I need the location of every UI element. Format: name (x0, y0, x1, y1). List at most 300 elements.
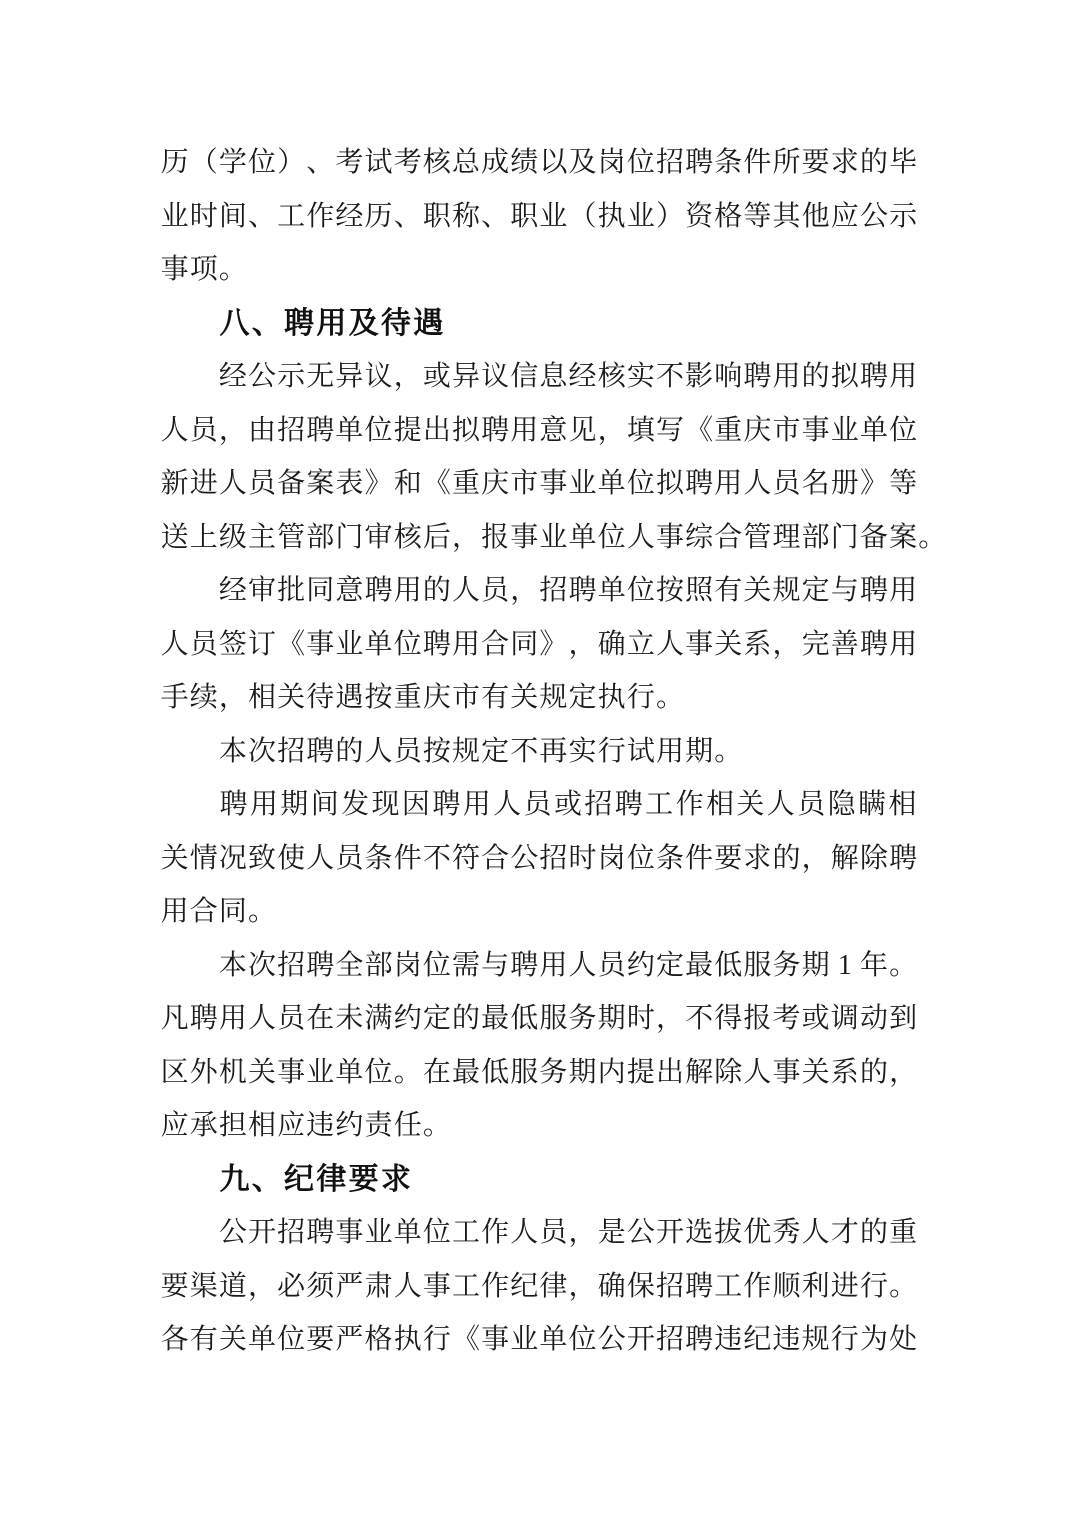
character-cell: 。 (714, 735, 743, 767)
character-cell: 事 (685, 628, 714, 660)
character-cell: 有 (714, 575, 743, 606)
character-cell: 用 (889, 628, 918, 660)
character-cell: 业 (160, 200, 189, 232)
character-cell: 有 (189, 1324, 218, 1355)
character-cell: 公 (626, 1217, 655, 1248)
character-cell: 考 (772, 1003, 801, 1034)
character-cell: 行 (830, 1324, 859, 1355)
character-cell: 按 (364, 682, 393, 713)
character-cell: 未 (335, 1003, 364, 1034)
character-cell: 重 (451, 468, 480, 499)
character-cell: 要 (160, 1270, 189, 1302)
character-cell: 人 (364, 735, 393, 767)
character-cell: 手 (160, 682, 189, 713)
character-cell: 瞒 (858, 789, 887, 820)
character-cell: 确 (597, 628, 626, 660)
paragraph-concealment-contract-termination (160, 778, 918, 939)
text-line (160, 1206, 918, 1260)
character-cell: 》 (859, 468, 888, 499)
character-cell: 时 (189, 200, 218, 232)
character-cell: 人 (306, 842, 335, 874)
character-cell: 议 (364, 361, 393, 392)
character-cell: 符 (451, 842, 480, 874)
character-cell: 招 (277, 1217, 306, 1248)
character-cell: 单 (597, 468, 626, 499)
character-cell: 合 (714, 521, 743, 553)
character-cell: 本 (218, 949, 247, 981)
character-cell: 考 (335, 147, 364, 178)
character-cell: 求 (380, 1162, 411, 1196)
character-cell: 备 (277, 468, 306, 499)
character-cell: 等 (889, 468, 918, 499)
character-cell: 核 (422, 147, 451, 178)
character-cell: 确 (597, 1270, 626, 1302)
character-cell: 招 (277, 949, 306, 981)
character-cell: 期 (568, 1056, 597, 1088)
character-cell: 市 (510, 468, 539, 499)
character-cell: 聘 (219, 789, 248, 820)
character-cell: ， (889, 1056, 918, 1088)
character-cell: 拟 (451, 414, 480, 446)
character-cell: 招 (539, 575, 568, 606)
character-cell: 聘 (568, 575, 597, 606)
character-cell: 动 (859, 1003, 888, 1034)
character-cell: 求 (830, 147, 859, 178)
character-cell: 聘 (364, 575, 393, 606)
character-cell: 人 (451, 575, 480, 606)
character-cell: 订 (247, 628, 276, 660)
character-cell: 员 (772, 468, 801, 499)
paragraph-discipline-overview (160, 1206, 918, 1367)
character-cell: 员 (481, 575, 510, 606)
character-cell: 行 (859, 1270, 888, 1302)
character-cell: 满 (364, 1003, 393, 1034)
character-cell: 人 (743, 468, 772, 499)
character-cell: 位 (422, 949, 451, 981)
text-line (160, 778, 918, 832)
character-cell: 由 (247, 414, 276, 446)
character-cell: 市 (451, 682, 480, 713)
character-cell: 事 (306, 628, 335, 660)
character-cell: 业 (539, 521, 568, 553)
character-cell: 员 (277, 1003, 306, 1034)
character-cell: 用 (160, 896, 189, 927)
character-cell: 写 (655, 414, 684, 446)
character-cell: 选 (685, 1217, 714, 1248)
character-cell: 招 (655, 1270, 684, 1302)
character-cell: 行 (626, 682, 655, 713)
character-cell: 遇 (413, 306, 444, 340)
character-cell: 作 (306, 200, 335, 232)
character-cell: 执 (393, 1324, 422, 1355)
character-cell: 级 (218, 521, 247, 553)
character-cell: 用 (393, 575, 422, 606)
character-cell: 相 (888, 789, 917, 820)
character-cell: 人 (743, 1056, 772, 1088)
text-line (160, 885, 918, 939)
character-cell: 工 (645, 789, 674, 820)
character-cell: 历 (160, 147, 189, 178)
character-cell: 用 (714, 468, 743, 499)
character-cell: 《 (277, 628, 306, 660)
character-cell: 完 (801, 628, 830, 660)
character-cell: 议 (481, 361, 510, 392)
character-cell: 资 (685, 200, 714, 232)
character-cell: 》 (364, 468, 393, 499)
character-cell: 示 (277, 361, 306, 392)
character-cell: 件 (743, 147, 772, 178)
character-cell: 渠 (189, 1270, 218, 1302)
character-cell: 业 (335, 628, 364, 660)
character-cell: 不 (685, 1003, 714, 1034)
heading-text-line (160, 1153, 918, 1207)
character-cell: 事 (335, 1217, 364, 1248)
character-cell: 管 (743, 521, 772, 553)
character-cell: 用 (539, 949, 568, 981)
character-cell: 事 (772, 1056, 801, 1088)
character-cell: 聘 (481, 414, 510, 446)
character-cell: 报 (481, 521, 510, 553)
character-cell: 聘 (685, 1324, 714, 1355)
character-cell: 内 (597, 1056, 626, 1088)
character-cell: 用 (451, 628, 480, 660)
character-cell: 遇 (335, 682, 364, 713)
character-cell: 同 (218, 896, 247, 927)
character-cell: 关 (247, 1056, 276, 1088)
character-cell: 规 (772, 575, 801, 606)
character-cell: 低 (481, 1056, 510, 1088)
text-line (160, 1099, 918, 1153)
text-line (160, 1313, 918, 1367)
character-cell: 执 (597, 682, 626, 713)
character-cell: 事 (481, 1324, 510, 1355)
text-line (160, 457, 918, 511)
character-cell: 工 (277, 200, 306, 232)
character-cell: 的 (859, 1217, 888, 1248)
character-cell: 员 (523, 789, 552, 820)
character-cell: 与 (481, 949, 510, 981)
character-cell: 。 (218, 254, 247, 285)
character-cell: 事 (160, 254, 189, 285)
character-cell: 以 (539, 147, 568, 178)
character-cell: 定 (801, 575, 830, 606)
character-cell: 庆 (743, 414, 772, 446)
character-cell: 的 (859, 147, 888, 178)
character-cell: 务 (539, 1056, 568, 1088)
character-cell: 期 (801, 949, 830, 981)
character-cell: 聘 (284, 306, 315, 340)
character-cell: 肃 (364, 1270, 393, 1302)
text-line (160, 671, 918, 725)
character-cell: 承 (189, 1110, 218, 1141)
character-cell: 要 (801, 147, 830, 178)
character-cell: 调 (830, 1003, 859, 1034)
character-cell: 员 (393, 735, 422, 767)
character-cell: 与 (830, 575, 859, 606)
character-cell: 响 (714, 361, 743, 392)
character-cell: 后 (422, 521, 451, 553)
character-cell: 用 (889, 575, 918, 606)
character-cell: 总 (451, 147, 480, 178)
character-cell: 的 (772, 842, 801, 874)
character-cell: 人 (393, 1270, 422, 1302)
character-cell: 开 (626, 1324, 655, 1355)
character-cell: 聘 (685, 147, 714, 178)
character-cell: 事 (510, 521, 539, 553)
character-cell: 业 (306, 1056, 335, 1088)
character-cell: 经 (218, 575, 247, 606)
character-cell: 、 (247, 200, 276, 232)
character-cell: 低 (510, 1003, 539, 1034)
character-cell: 隐 (827, 789, 856, 820)
character-cell: 招 (539, 842, 568, 874)
character-cell: 任 (393, 1110, 422, 1141)
character-cell: 严 (335, 1270, 364, 1302)
character-cell: 单 (393, 1217, 422, 1248)
character-cell: 立 (626, 628, 655, 660)
character-cell: 九 (219, 1162, 250, 1196)
character-cell: 要 (714, 842, 743, 874)
character-cell: 综 (685, 521, 714, 553)
paragraph-employment-approval-filing (160, 350, 947, 564)
character-cell: 约 (626, 949, 655, 981)
character-cell: 聘 (685, 468, 714, 499)
text-column (160, 136, 947, 1367)
character-cell: ， (568, 1217, 597, 1248)
character-cell: 招 (277, 735, 306, 767)
character-cell: 得 (714, 1003, 743, 1034)
character-cell: 为 (859, 1324, 888, 1355)
character-cell: 送 (160, 521, 189, 553)
character-cell: 合 (189, 896, 218, 927)
paragraph-no-probation-period (160, 725, 918, 779)
character-cell: 违 (772, 1324, 801, 1355)
character-cell: 间 (310, 789, 339, 820)
character-cell: 违 (306, 1110, 335, 1141)
character-cell: ， (801, 842, 830, 874)
character-cell: 位 (626, 575, 655, 606)
text-line (160, 618, 918, 672)
character-cell: 关 (714, 628, 743, 660)
character-cell: 关 (510, 682, 539, 713)
character-cell: 其 (772, 200, 801, 232)
paragraph-publicity-items-continued (160, 136, 918, 297)
character-cell: 他 (801, 200, 830, 232)
character-cell: 考 (393, 147, 422, 178)
character-cell: 相 (247, 1110, 276, 1141)
character-cell: 系 (830, 1056, 859, 1088)
character-cell: 学 (218, 147, 247, 178)
text-line (160, 992, 918, 1046)
text-line (160, 1046, 918, 1100)
section-heading-9-discipline-requirements (160, 1153, 918, 1207)
character-cell: 审 (248, 575, 277, 606)
character-cell: 庆 (422, 682, 451, 713)
character-cell: 条 (655, 842, 684, 874)
character-cell: 按 (422, 735, 451, 767)
character-cell: 违 (714, 1324, 743, 1355)
character-cell: 除 (714, 1056, 743, 1088)
character-cell: 提 (626, 1056, 655, 1088)
character-cell: 核 (597, 361, 626, 392)
character-cell: 件 (393, 842, 422, 874)
character-cell: 部 (801, 521, 830, 553)
character-cell: 到 (889, 1003, 918, 1034)
character-cell: 定 (422, 1003, 451, 1034)
character-cell: 进 (830, 1270, 859, 1302)
character-cell: 人 (493, 789, 522, 820)
text-line (160, 136, 918, 190)
character-cell: 规 (451, 735, 480, 767)
character-cell: 因 (401, 789, 430, 820)
character-cell: 人 (568, 949, 597, 981)
character-cell: 条 (364, 842, 393, 874)
character-cell: 关 (743, 575, 772, 606)
character-cell: 单 (335, 414, 364, 446)
character-cell: 人 (247, 1003, 276, 1034)
character-cell: 息 (539, 361, 568, 392)
character-cell: 招 (277, 414, 306, 446)
character-cell: 严 (335, 1324, 364, 1355)
character-cell: 八 (219, 306, 250, 340)
character-cell: 理 (772, 521, 801, 553)
character-cell: ， (247, 1270, 276, 1302)
character-cell: 。 (918, 521, 947, 553)
character-cell: 是 (597, 1217, 626, 1248)
text-line (160, 404, 918, 458)
character-cell: 按 (655, 575, 684, 606)
character-cell: 招 (655, 147, 684, 178)
character-cell: 聘 (189, 1003, 218, 1034)
character-cell: 保 (626, 1270, 655, 1302)
character-cell: 担 (218, 1110, 247, 1141)
character-cell: 业 (539, 200, 568, 232)
character-cell: 责 (364, 1110, 393, 1141)
character-cell: 合 (481, 628, 510, 660)
character-cell: 人 (655, 628, 684, 660)
character-cell: ， (218, 414, 247, 446)
character-cell: 员 (797, 789, 826, 820)
character-cell: 关 (277, 682, 306, 713)
character-cell: 发 (341, 789, 370, 820)
character-cell: 意 (335, 575, 364, 606)
character-cell: 同 (510, 628, 539, 660)
character-cell: 定 (568, 682, 597, 713)
character-cell: 单 (335, 1056, 364, 1088)
character-cell: 致 (247, 842, 276, 874)
character-cell: 服 (743, 949, 772, 981)
character-cell: 务 (772, 949, 801, 981)
character-cell: 次 (248, 735, 277, 767)
character-cell: 试 (626, 735, 655, 767)
character-cell: 期 (597, 1003, 626, 1034)
character-cell: 用 (462, 789, 491, 820)
character-cell: 审 (364, 521, 393, 553)
character-cell: 聘 (743, 361, 772, 392)
character-cell: 用 (889, 361, 918, 392)
character-cell: 报 (743, 1003, 772, 1034)
character-cell: 公 (859, 200, 888, 232)
character-cell: 在 (422, 1056, 451, 1088)
character-cell: 聘 (614, 789, 643, 820)
text-line (160, 190, 918, 244)
character-cell: 及 (568, 147, 597, 178)
text-line (160, 350, 918, 404)
character-cell: 、 (481, 200, 510, 232)
character-cell: 最 (451, 1056, 480, 1088)
character-cell: 异 (451, 361, 480, 392)
character-cell: 。 (422, 1110, 451, 1141)
character-cell: 聘 (859, 628, 888, 660)
character-cell: 纪 (510, 1270, 539, 1302)
character-cell: 门 (830, 521, 859, 553)
character-cell: 管 (277, 521, 306, 553)
character-cell: 单 (539, 1324, 568, 1355)
character-cell: 时 (626, 1003, 655, 1034)
character-cell: 人 (626, 521, 655, 553)
character-cell: 提 (393, 414, 422, 446)
character-cell: 位 (247, 147, 276, 178)
character-cell: 在 (306, 1003, 335, 1034)
character-cell: 行 (422, 1324, 451, 1355)
character-cell: 案 (889, 521, 918, 553)
character-cell: 市 (772, 414, 801, 446)
character-cell: 重 (393, 682, 422, 713)
character-cell: 主 (247, 521, 276, 553)
character-cell: 员 (189, 628, 218, 660)
character-cell: 再 (539, 735, 568, 767)
character-cell: 。 (247, 896, 276, 927)
character-cell: 的 (422, 575, 451, 606)
character-cell: 照 (685, 575, 714, 606)
character-cell: 试 (364, 147, 393, 178)
character-cell: 行 (597, 735, 626, 767)
character-cell: 职 (510, 200, 539, 232)
character-cell: 或 (553, 789, 582, 820)
character-cell: 见 (568, 414, 597, 446)
character-cell: 人 (218, 468, 247, 499)
character-cell: 填 (626, 414, 655, 446)
character-cell: 庆 (481, 468, 510, 499)
character-cell: 聘 (859, 575, 888, 606)
character-cell: 位 (393, 628, 422, 660)
character-cell: 期 (685, 735, 714, 767)
character-cell: 使 (277, 842, 306, 874)
character-cell: 处 (889, 1324, 918, 1355)
character-cell: 解 (685, 1056, 714, 1088)
character-cell: 单 (247, 1324, 276, 1355)
character-cell: 业 (568, 468, 597, 499)
character-cell: 聘 (306, 735, 335, 767)
character-cell: 无 (306, 361, 335, 392)
character-cell: 关 (218, 1324, 247, 1355)
character-cell: 续 (189, 682, 218, 713)
character-cell: 应 (277, 1110, 306, 1141)
character-cell: ） (277, 147, 306, 178)
character-cell: 聘 (422, 628, 451, 660)
character-cell: 工 (451, 1217, 480, 1248)
character-cell: 历 (364, 200, 393, 232)
character-cell: 道 (218, 1270, 247, 1302)
character-cell: 。 (889, 1270, 918, 1302)
character-cell: 现 (371, 789, 400, 820)
character-cell: 求 (743, 842, 772, 874)
character-cell: 岗 (597, 147, 626, 178)
character-cell: ） (655, 200, 684, 232)
character-cell: 岗 (393, 949, 422, 981)
character-cell: 和 (393, 468, 422, 499)
character-cell: 作 (481, 1270, 510, 1302)
